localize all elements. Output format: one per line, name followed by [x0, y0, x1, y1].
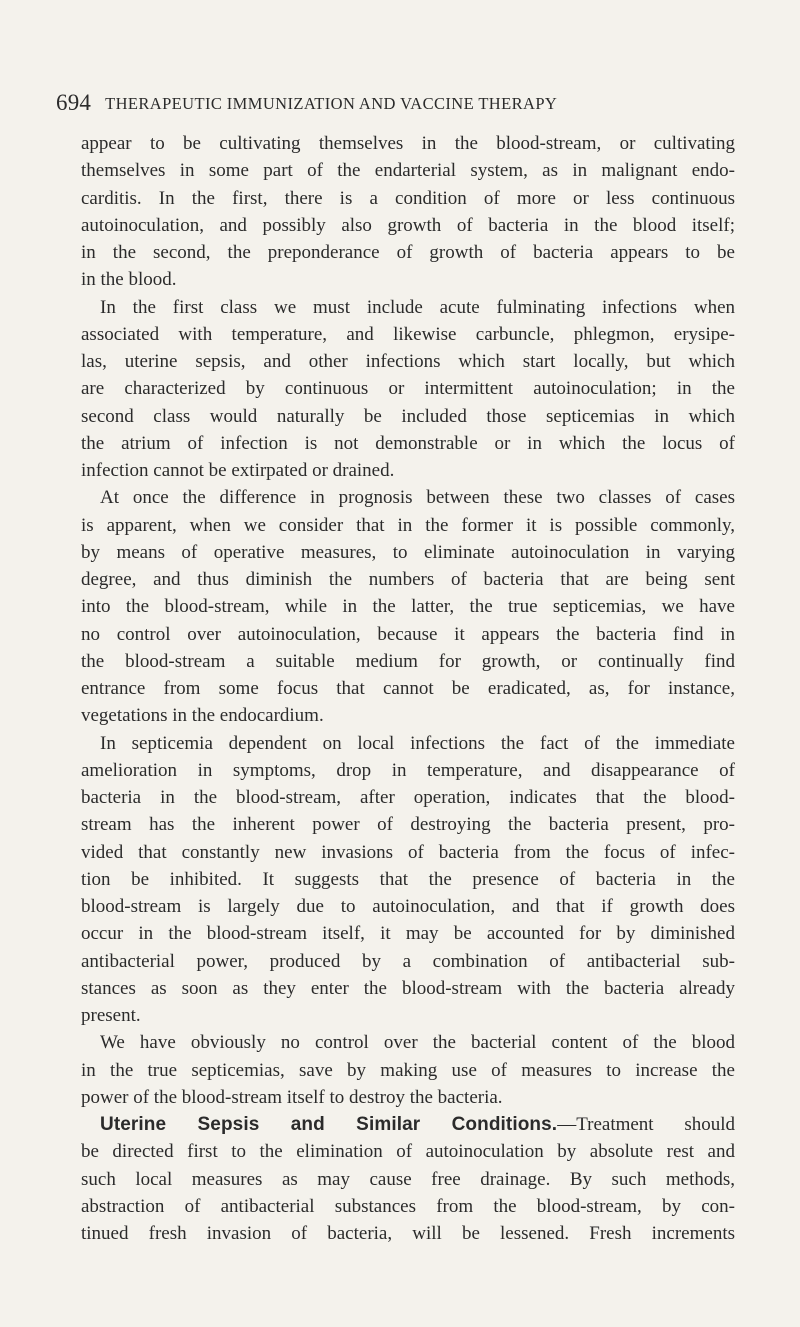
text-line: We have obviously no control over the bacterial content of the blood — [100, 1032, 735, 1054]
text-line: At once the difference in prognosis between these two classes of cases — [100, 487, 735, 509]
text-line: power of the blood-stream itself to destroy the bacteria. — [81, 1086, 503, 1108]
text-line: in the true septicemias, save by making use of measures to increase the — [81, 1059, 735, 1081]
text-line: degree, and thus diminish the numbers of bacteria that are being sent — [81, 569, 735, 590]
section-heading-line — [81, 1111, 735, 1138]
text-line: tion be inhibited. It suggests that the presence of bacteria in the — [81, 868, 735, 890]
text-line: vegetations in the endocardium. — [81, 705, 324, 727]
text-line: carditis. In the first, there is a condition of more or less continuous — [81, 187, 735, 209]
text-line: abstraction of antibacterial substances from the blood-stream, by con- — [81, 1195, 735, 1217]
text-line: blood-stream is largely due to autoinoculation, and that if growth does — [81, 896, 735, 917]
text-line: associated with temperature, and likewise carbuncle, phlegmon, erysipe- — [81, 323, 735, 345]
running-title: THERAPEUTIC IMMUNIZATION AND VACCINE THERAPY — [105, 94, 558, 113]
text-line: infection cannot be extirpated or drained. — [81, 460, 395, 481]
text-line: into the blood-stream, while in the latter, the true septicemias, we have — [81, 596, 735, 618]
text-line: stream has the inherent power of destroying the bacteria present, pro- — [81, 814, 735, 836]
text-line: such local measures as may cause free drainage. By such methods, — [81, 1168, 735, 1190]
text-line: the atrium of infection is not demonstrable or in which the locus of — [81, 432, 735, 454]
text-line: entrance from some focus that cannot be eradicated, as, for instance, — [81, 678, 735, 699]
text-line: antibacterial power, produced by a combination of antibacterial sub- — [81, 950, 735, 972]
text-line: the blood-stream a suitable medium for growth, or continually find — [81, 650, 735, 672]
text-line: present. — [81, 1005, 141, 1026]
text-line: tinued fresh invasion of bacteria, will be lessened. Fresh increments — [81, 1223, 735, 1244]
text-line: amelioration in symptoms, drop in temperature, and disappearance of — [81, 759, 735, 781]
text-line: second class would naturally be included those septicemias in which — [81, 405, 735, 427]
text-line: in the second, the preponderance of growth of bacteria appears to be — [81, 242, 735, 263]
text-line: by means of operative measures, to eliminate autoinoculation in varying — [81, 541, 735, 563]
text-line: be directed first to the elimination of autoinoculation by absolute rest and — [81, 1141, 735, 1163]
text-line: are characterized by continuous or intermittent autoinoculation; in the — [81, 378, 735, 400]
text-line: vided that constantly new invasions of bacteria from the focus of infec- — [81, 841, 735, 863]
text-line: occur in the blood-stream itself, it may be accounted for by diminished — [81, 923, 735, 945]
text-line: In septicemia dependent on local infections the fact of the immediate — [100, 732, 735, 754]
text-line: bacteria in the blood-stream, after operation, indicates that the blood- — [81, 787, 735, 808]
section-heading-continuation: —Treatment should — [557, 1114, 735, 1135]
text-line: In the first class we must include acute fulminating infections when — [100, 296, 735, 318]
running-head — [56, 90, 756, 116]
text-line: autoinoculation, and possibly also growth of bacteria in the blood itself; — [81, 214, 735, 236]
page-number: 694 — [56, 90, 92, 115]
body-text — [81, 130, 735, 1247]
text-line: las, uterine sepsis, and other infections which start locally, but which — [81, 351, 735, 372]
text-line: no control over autoinoculation, because it appears the bacteria find in — [81, 623, 735, 645]
text-line: in the blood. — [81, 269, 177, 291]
text-line: is apparent, when we consider that in the former it is possible commonly, — [81, 514, 735, 536]
text-line: appear to be cultivating themselves in the blood-stream, or cultivating — [81, 133, 735, 154]
text-line: themselves in some part of the endarterial system, as in malignant endo- — [81, 160, 735, 182]
text-line: stances as soon as they enter the blood-stream with the bacteria already — [81, 977, 735, 999]
section-heading: Uterine Sepsis and Similar Conditions. — [100, 1114, 558, 1135]
